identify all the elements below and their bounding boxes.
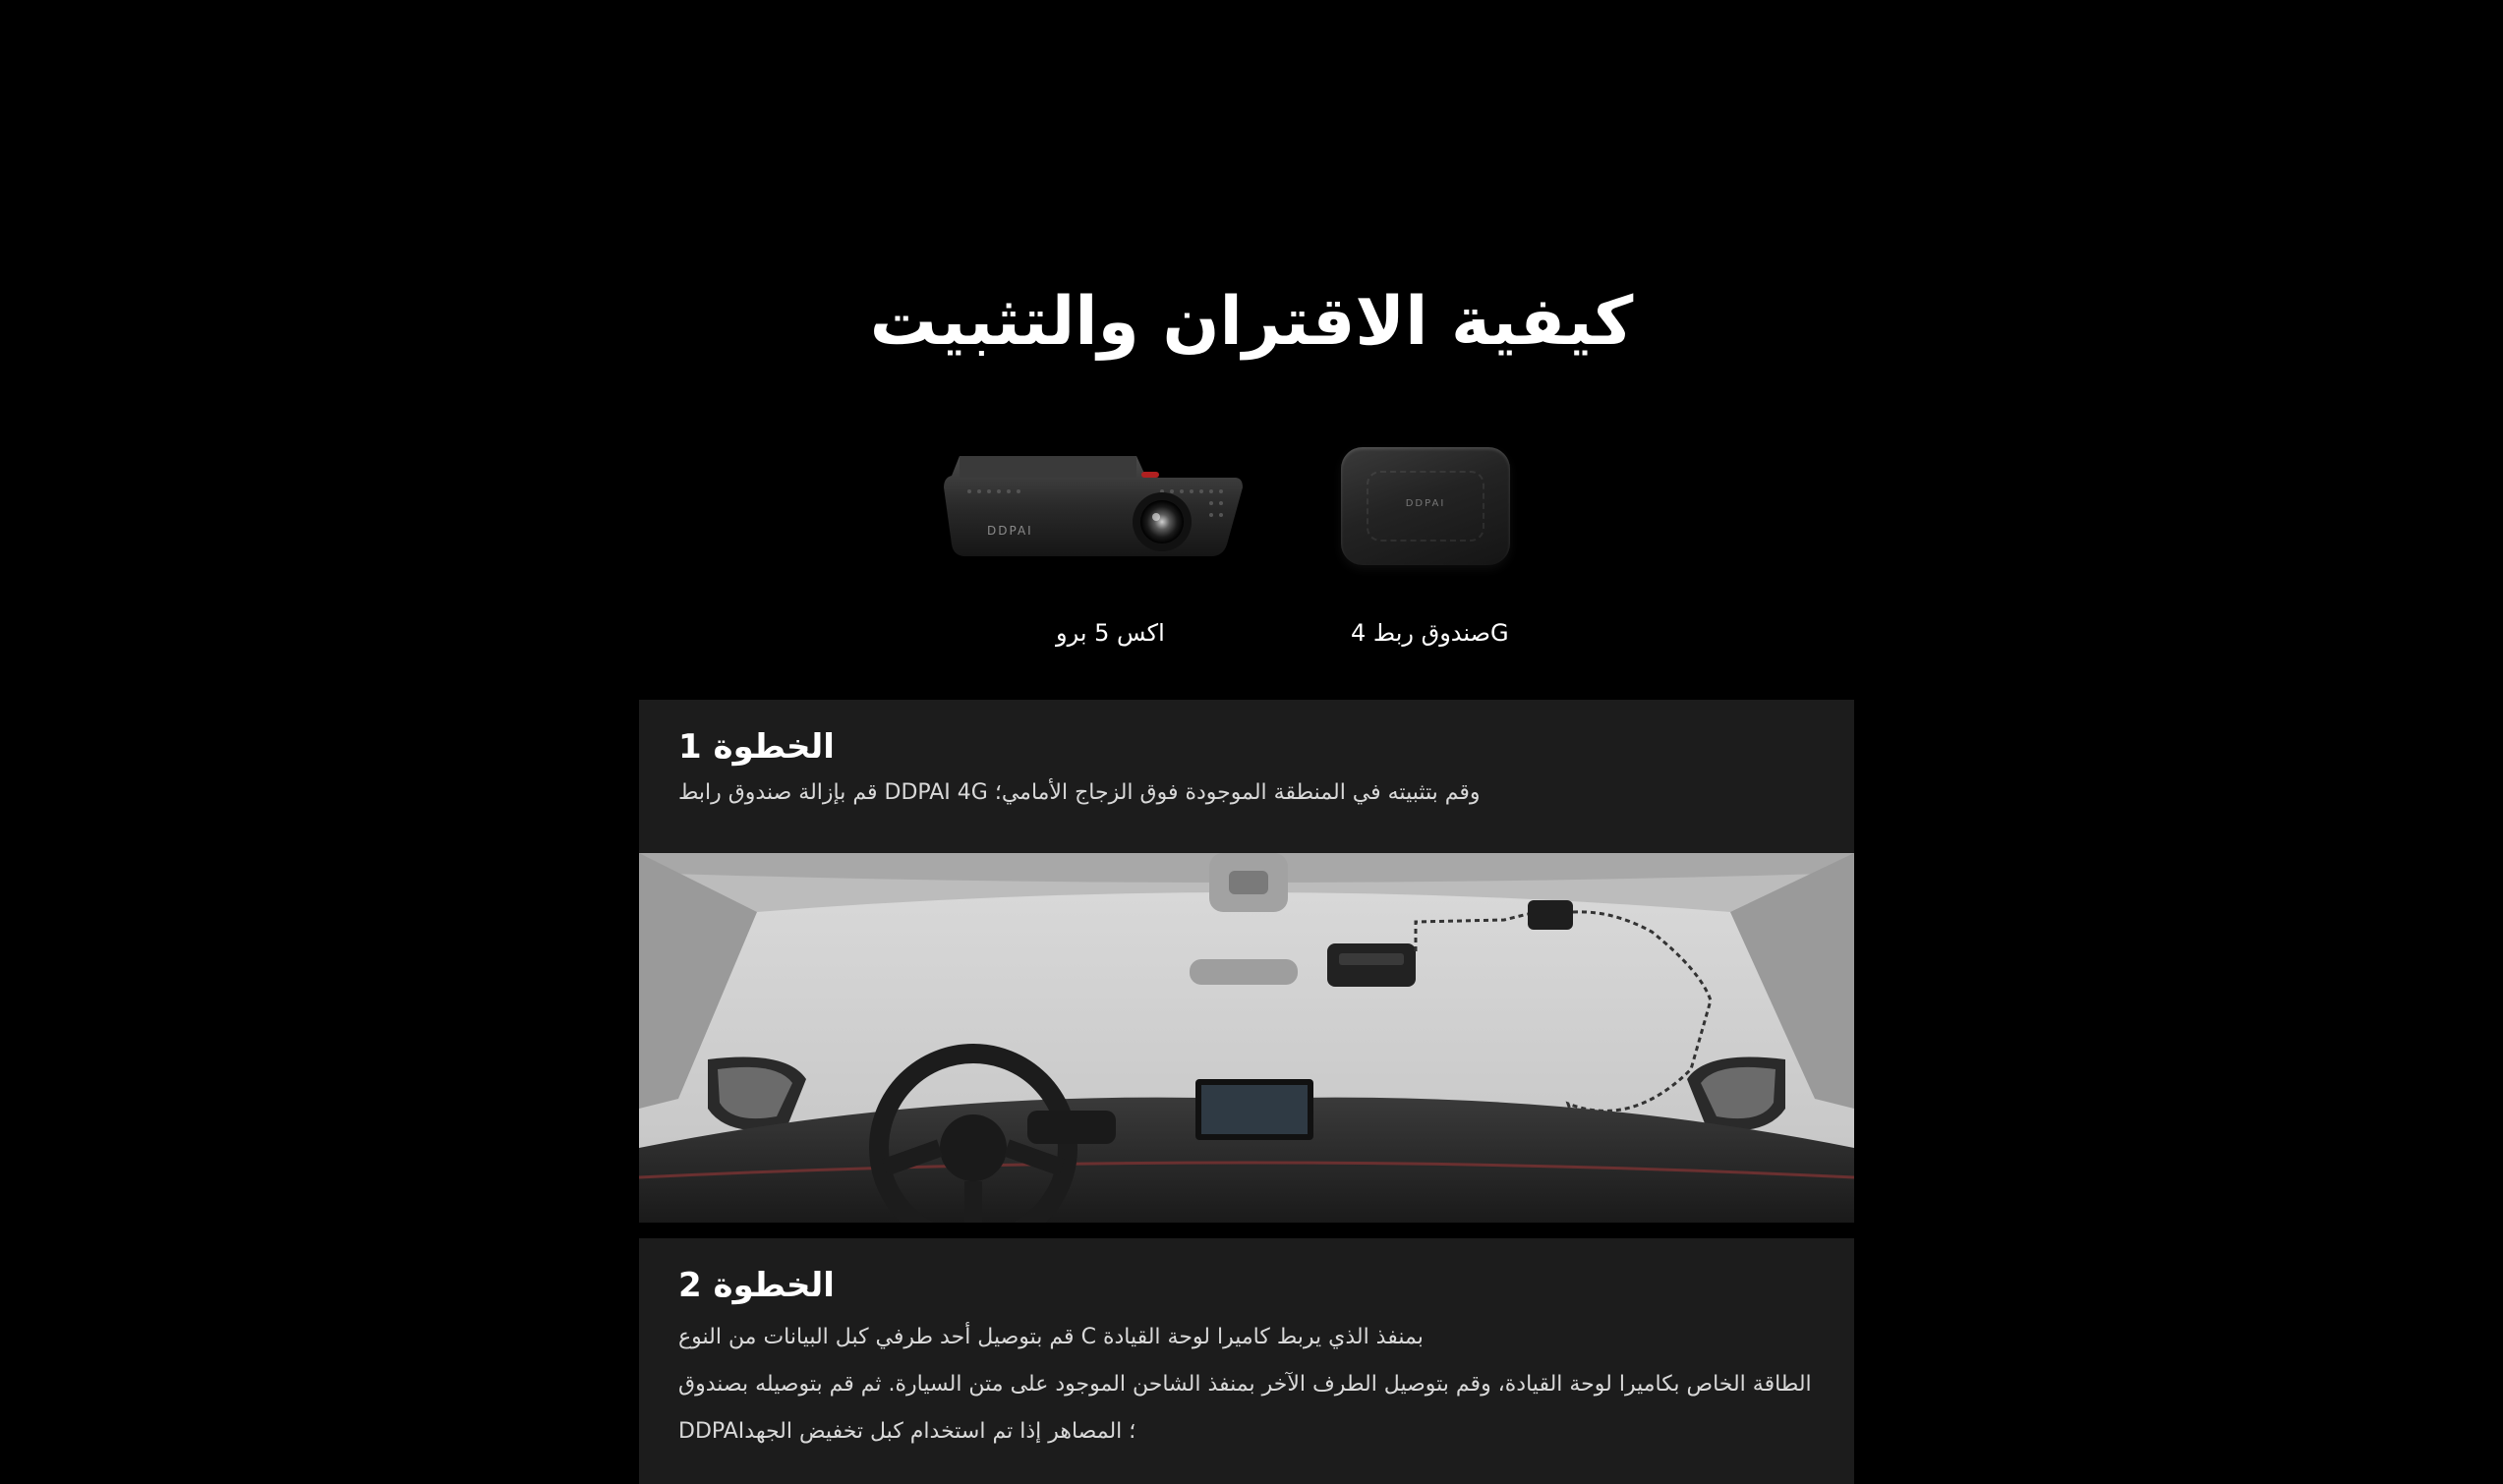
dash-camera-image bbox=[940, 448, 1247, 562]
product-label-4g-box: صندوق ربط 4G bbox=[1351, 619, 1509, 647]
step-1-text: قم بإزالة صندوق رابط DDPAI 4G وقم بتثبيته في المنطقة الموجودة فوق الزجاج الأمامي؛ bbox=[678, 780, 1481, 805]
page-title: كيفية الاقتران والتثبيت bbox=[869, 283, 1634, 361]
step-2-title: الخطوة 2 bbox=[678, 1266, 835, 1305]
svg-text:DDPAI: DDPAI bbox=[987, 524, 1033, 538]
4g-link-box-image bbox=[1341, 447, 1510, 565]
box-logo: DDPAI bbox=[1405, 498, 1446, 509]
step-2-text-line-2: الطاقة الخاص بكاميرا لوحة القيادة، وقم بتوصيل الطرف الآخر بمنفذ الشاحن الموجود على متن السيارة. ثم قم بتوصيله بصندوق bbox=[678, 1372, 1812, 1397]
product-label-dash-camera: اكس 5 برو bbox=[1056, 619, 1165, 647]
step-2-panel bbox=[639, 1238, 1854, 1484]
step-1-panel bbox=[639, 700, 1854, 853]
step-2-text-line-1: قم بتوصيل أحد طرفي كبل البيانات من النوع C بمنفذ الذي يربط كاميرا لوحة القيادة bbox=[678, 1325, 1424, 1349]
car-interior-installation-image bbox=[639, 853, 1854, 1223]
step-1-title: الخطوة 1 bbox=[678, 727, 835, 767]
step-2-text-line-3: DDPAI؛ المصاهر إذا تم استخدام كبل تخفيض الجهد bbox=[678, 1419, 1136, 1444]
